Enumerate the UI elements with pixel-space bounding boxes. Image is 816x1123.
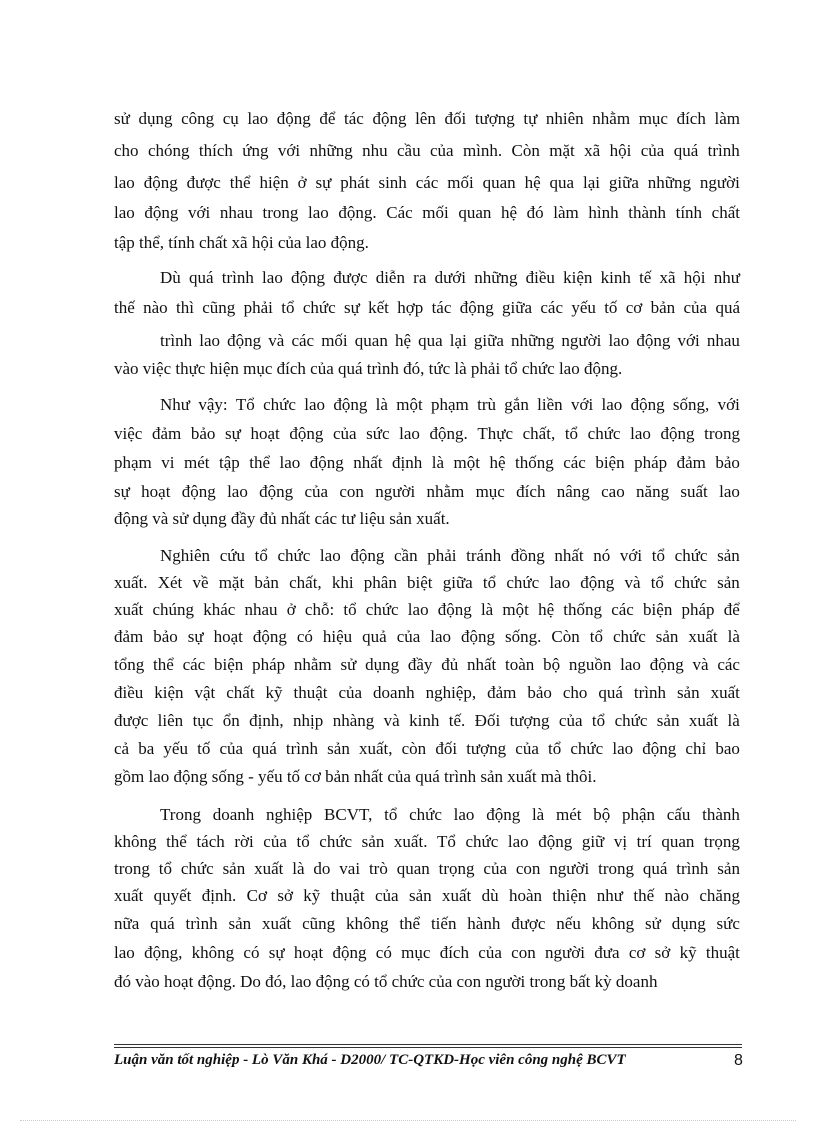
text-line: đó vào hoạt động. Do đó, lao động có tổ chức của con người trong bất kỳ doanh [114, 972, 658, 991]
text-line: điều kiện vật chất kỹ thuật của doanh nghiệp, đảm bảo cho quá trình sản xuất [114, 683, 740, 702]
text-line: phạm vi mét tập thể lao động nhất định là một hệ thống các biện pháp đảm bảo [114, 453, 740, 472]
text-line: vào việc thực hiện mục đích của quá trình đó, tức là phải tổ chức lao động. [114, 359, 623, 378]
text-line: sử dụng công cụ lao động để tác động lên đối tượng tự nhiên nhằm mục đích làm [114, 109, 740, 128]
text-line: việc đảm bảo sự hoạt động của sức lao động. Thực chất, tổ chức lao động trong [114, 424, 740, 443]
text-line: Trong doanh nghiệp BCVT, tổ chức lao động là mét bộ phận cấu thành [160, 805, 740, 824]
text-line: xuất. Xét về mặt bản chất, khi phân biệt giữa tổ chức lao động và tổ chức sản [114, 573, 740, 592]
page-edge-divider [20, 1120, 796, 1121]
text-line: cả ba yếu tố của quá trình sản xuất, còn đối tượng của tổ chức lao động chỉ bao [114, 739, 740, 758]
text-line: xuất chúng khác nhau ở chỗ: tổ chức lao động là một hệ thống các biện pháp để [114, 600, 740, 619]
text-line: Nghiên cứu tổ chức lao động cần phải tránh đồng nhất nó với tổ chức sản [160, 546, 740, 565]
text-line: lao động, không có sự hoạt động có mục đích của con người đưa cơ sở kỹ thuật [114, 943, 740, 962]
text-line: sự hoạt động lao động của con người nhằm mục đích nâng cao năng suất lao [114, 482, 740, 501]
text-line: trình lao động và các mối quan hệ qua lại giữa những người lao động với nhau [160, 331, 740, 350]
text-line: xuất quyết định. Cơ sở kỹ thuật của sản xuất dù hoàn thiện như thế nào chăng [114, 886, 740, 905]
footer-text: Luận văn tốt nghiệp - Lò Văn Khá - D2000/ TC-QTKD-Học viên công nghệ BCVT [114, 1052, 626, 1068]
text-line: Như vậy: Tổ chức lao động là một phạm trù gắn liền với lao động sống, với [160, 395, 740, 414]
text-line: lao động được thể hiện ở sự phát sinh các mối quan hệ qua lại giữa những người [114, 173, 740, 192]
text-line: đảm bảo sự hoạt động có hiệu quả của lao động sống. Còn tổ chức sản xuất là [114, 627, 740, 646]
text-line: không thể tách rời của tổ chức sản xuất. Tổ chức lao động giữ vị trí quan trọng [114, 832, 740, 851]
text-line: gồm lao động sống - yếu tố cơ bản nhất của quá trình sản xuất mà thôi. [114, 767, 597, 786]
text-line: được liên tục ổn định, nhịp nhàng và kinh tế. Đối tượng của tổ chức sản xuất là [114, 711, 740, 730]
text-line: thế nào thì cũng phải tổ chức sự kết hợp tác động giữa các yếu tố cơ bản của quá [114, 298, 740, 317]
text-line: tập thể, tính chất xã hội của lao động. [114, 233, 369, 252]
text-line: tổng thể các biện pháp nhằm sử dụng đầy đủ nhất toàn bộ nguồn lao động và các [114, 655, 740, 674]
text-line: nữa quá trình sản xuất cũng không thể tiến hành được nếu không sử dụng sức [114, 914, 740, 933]
footer-rule [114, 1044, 742, 1045]
text-line: trong tổ chức sản xuất là do vai trò quan trọng của con người trong quá trình sản [114, 859, 740, 878]
page-number: 8 [734, 1052, 743, 1069]
text-line: động và sử dụng đầy đủ nhất các tư liệu sản xuất. [114, 509, 450, 528]
text-line: Dù quá trình lao động được diễn ra dưới những điều kiện kinh tế xã hội như [160, 268, 740, 287]
footer-rule [114, 1047, 742, 1048]
text-line: lao động với nhau trong lao động. Các mối quan hệ đó làm hình thành tính chất [114, 203, 740, 222]
text-line: cho chóng thích ứng với những nhu cầu của mình. Còn mặt xã hội của quá trình [114, 141, 740, 160]
